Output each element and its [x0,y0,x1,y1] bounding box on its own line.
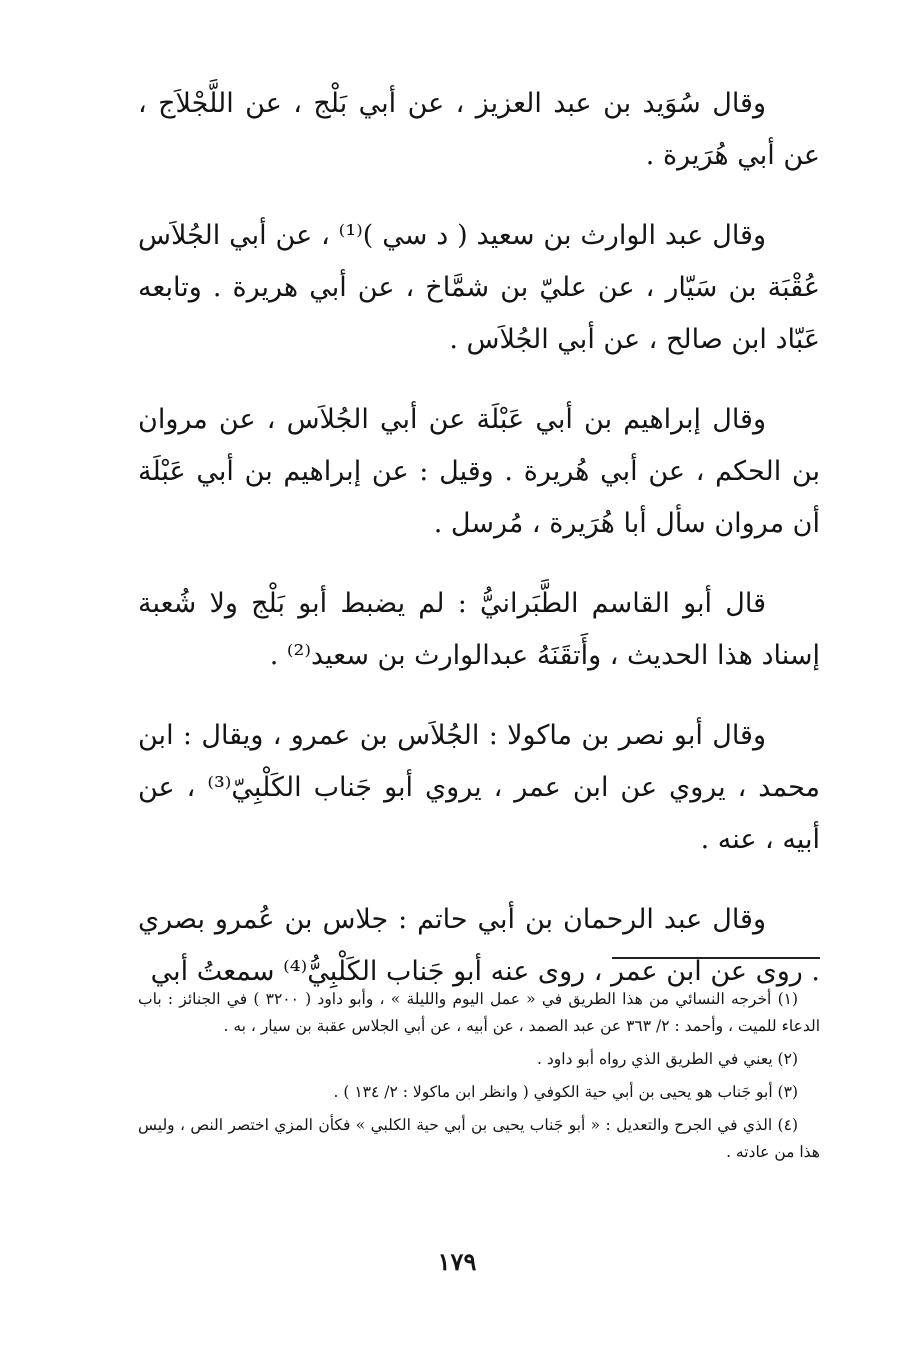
paragraph-2: وقال عبد الوارث بن سعيد ( د سي )⁽¹⁾ ، عن أبي الجُلاَس عُقْبَة بن سَيّار ، عن عليّ بن شمَّاخ ، عن أبي هريرة . وتابعه عَبّاد ابن صالح ، عن أبي الجُلاَس . [138,220,820,355]
page-number: ١٧٩ [437,1247,477,1276]
footnote-4: (٤) الذي في الجرح والتعديل : « أبو جَناب يحيى بن أبي حية الكلبي » فكأن المزي اختصر النص ، وليس هذا من عادته . [138,1116,820,1161]
paragraph-3: وقال إبراهيم بن أبي عَبْلَة عن أبي الجُلاَس ، عن مروان بن الحكم ، عن أبي هُريرة . وقيل : عن إبراهيم بن أبي عَبْلَة أن مروان سأل أبا هُرَيرة ، مُرسل . [138,404,820,539]
footnotes [138,986,820,1172]
footnote-3: (٣) أبو جَناب هو يحيى بن أبي حية الكوفي ( وانظر ابن ماكولا : ٢/ ١٣٤ ) . [333,1083,798,1101]
paragraph-5: وقال أبو نصر بن ماكولا : الجُلاَس بن عمرو ، ويقال : ابن محمد ، يروي عن ابن عمر ، يروي أبو جَناب الكَلْبِيّ⁽³⁾ ، عن أبيه ، عنه . [138,720,820,855]
paragraph-6: وقال عبد الرحمان بن أبي حاتم : جلاس بن عُمرو بصري . روى عن ابن عمر ، روى عنه أبو جَناب الكَلْبِيُّ⁽⁴⁾ سمعتُ أبي [138,904,820,987]
footnote-1: (١) أخرجه النسائي من هذا الطريق في « عمل اليوم والليلة » ، وأبو داود ( ٣٢٠٠ ) في الجنائز : باب الدعاء للميت ، وأحمد : ٢/ ٣٦٣ عن عبد الصمد ، عن أبيه ، عن أبي الجلاس عقبة بن سيار ، به . [138,990,820,1035]
paragraph-1: وقال سُوَيد بن عبد العزيز ، عن أبي بَلْج ، عن اللَّجْلاَج ، عن أبي هُرَيرة . [138,88,820,171]
paragraph-4: قال أبو القاسم الطَّبَرانيُّ : لم يضبط أبو بَلْج ولا شُعبة إسناد هذا الحديث ، وأَتقَنَهُ عبدالوارث بن سعيد⁽²⁾ . [138,588,820,671]
main-text [138,78,820,1026]
footnote-2: (٢) يعني في الطريق الذي رواه أبو داود . [537,1050,798,1068]
footnote-separator [612,957,820,959]
